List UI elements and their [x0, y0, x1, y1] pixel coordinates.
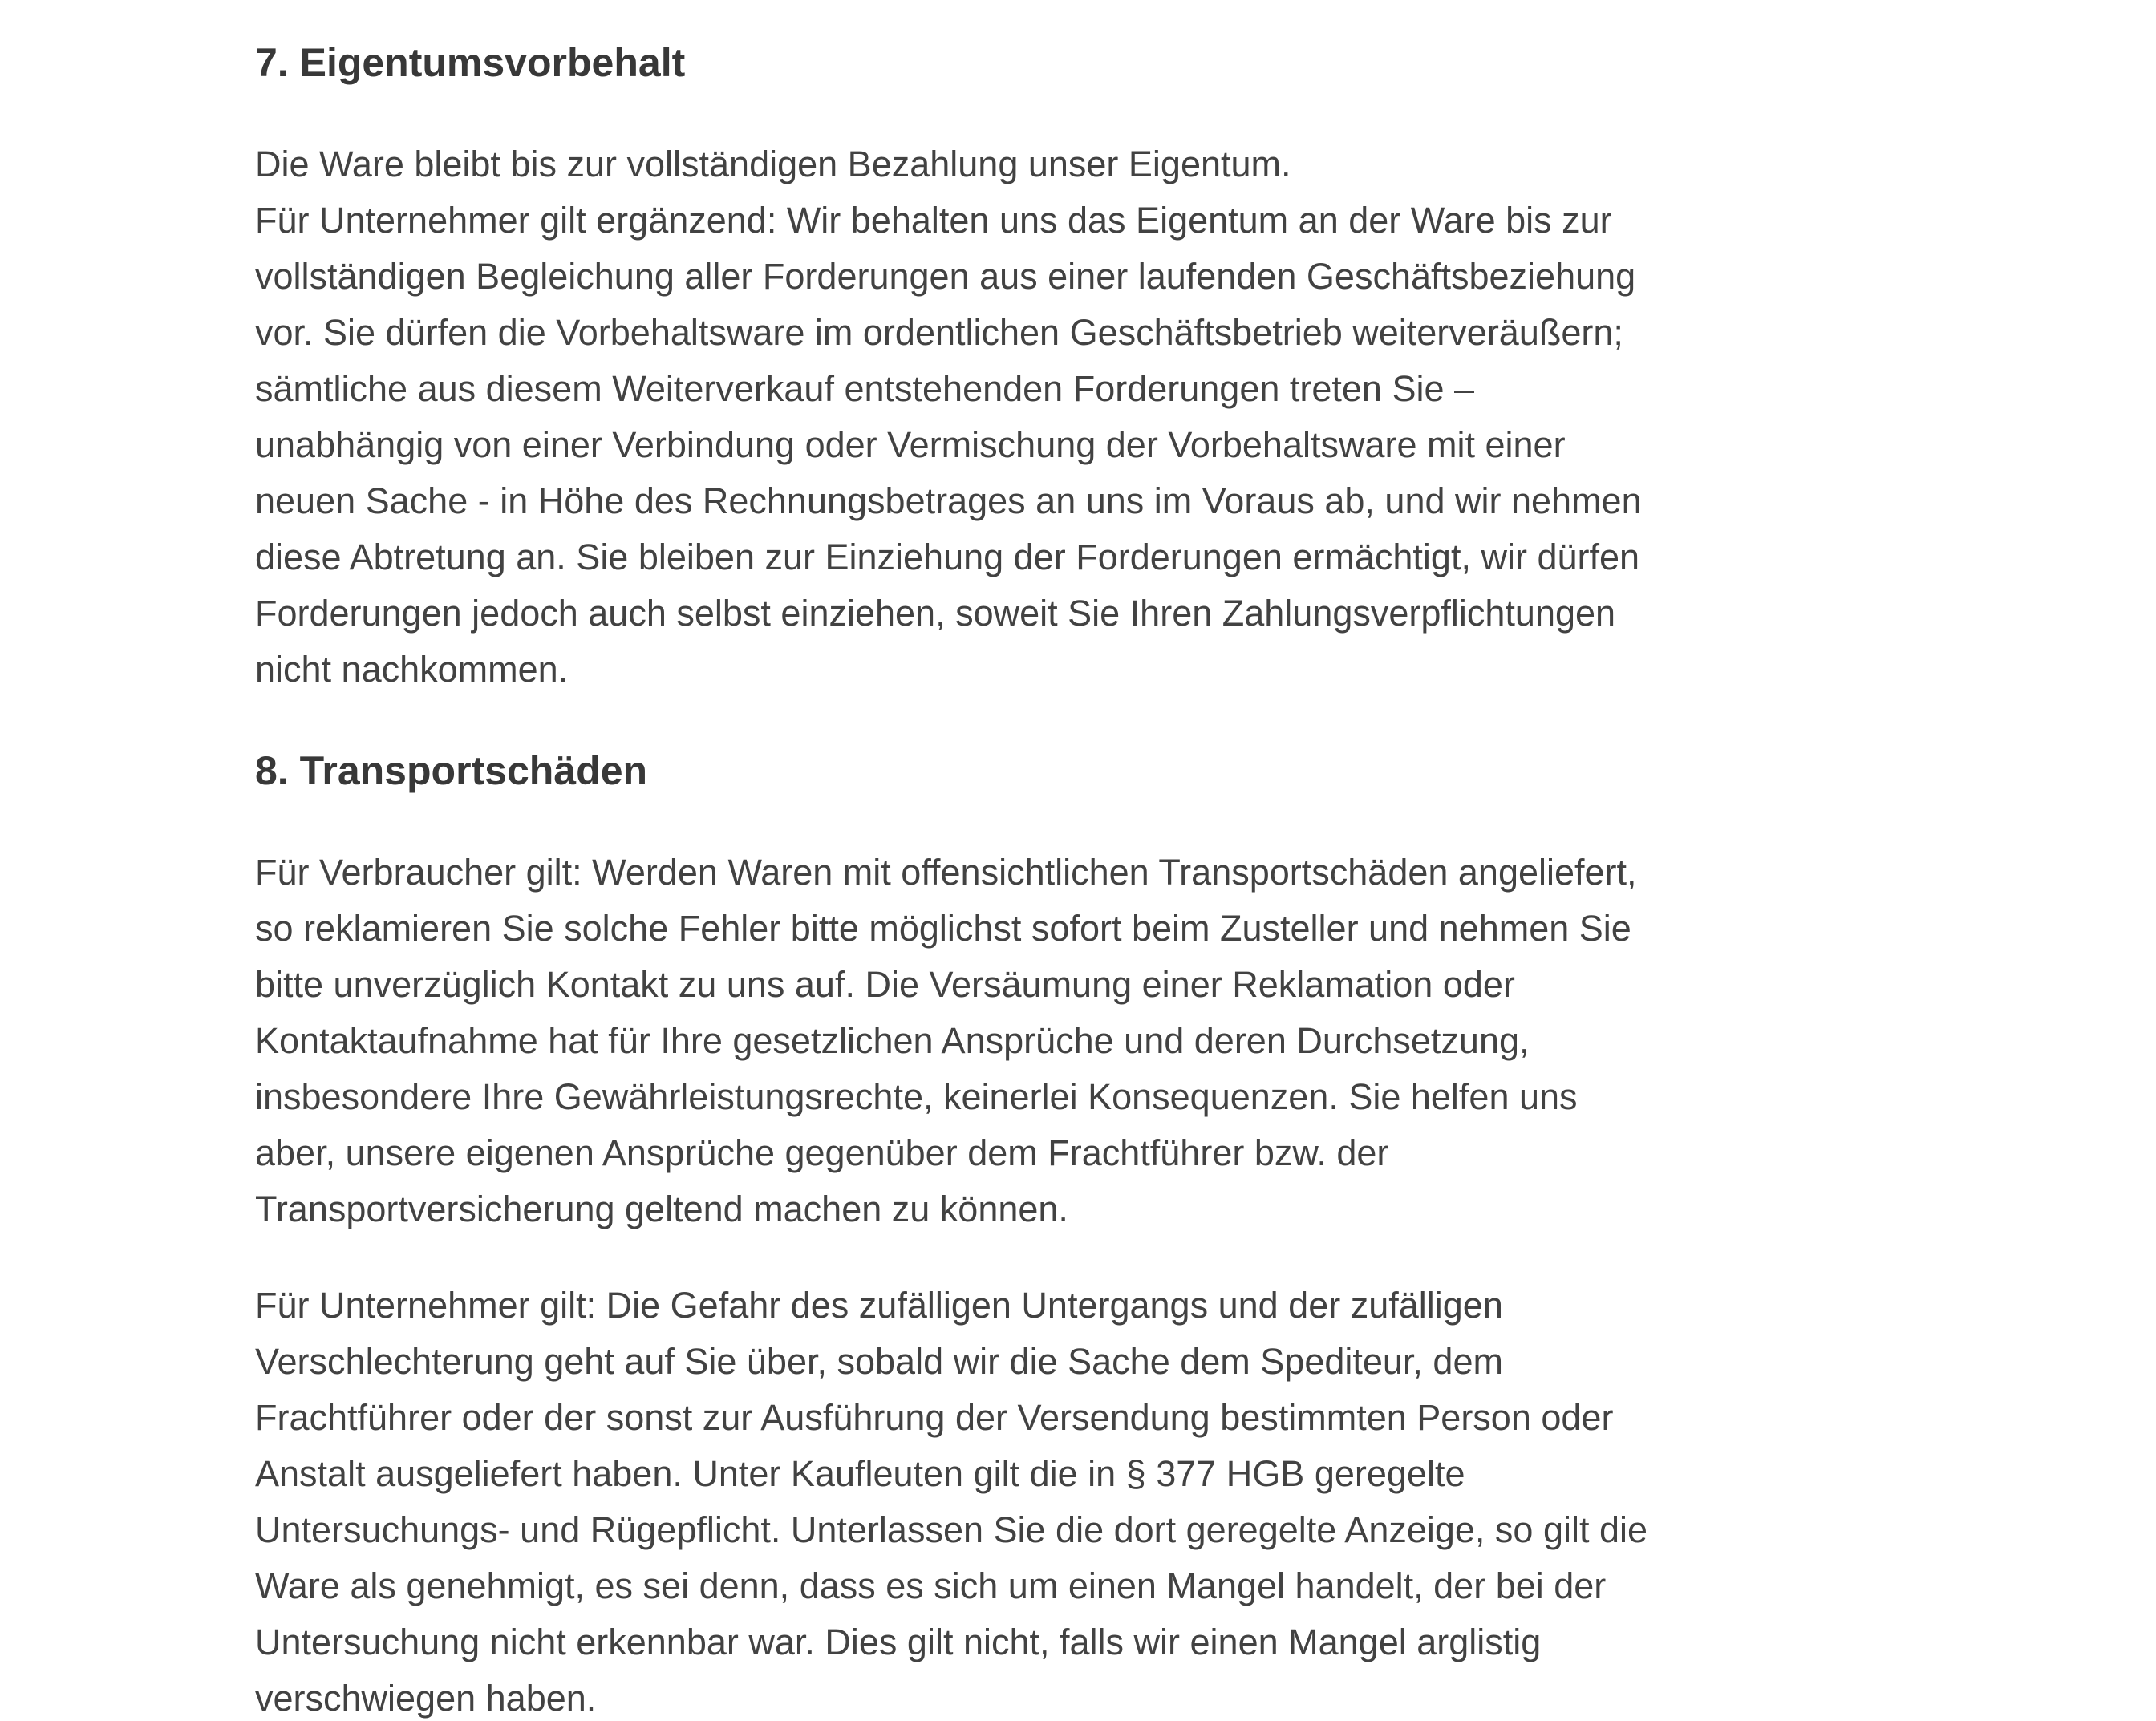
- text-line: Untersuchung nicht erkennbar war. Dies gilt nicht, falls wir einen Mangel arglistig: [255, 1622, 1542, 1662]
- text-line: verschwiegen haben.: [255, 1678, 597, 1719]
- text-line: so reklamieren Sie solche Fehler bitte möglichst sofort beim Zusteller und nehmen Sie: [255, 908, 1631, 949]
- text-line: aber, unsere eigenen Ansprüche gegenüber dem Frachtführer bzw. der: [255, 1132, 1389, 1173]
- text-line: insbesondere Ihre Gewährleistungsrechte, keinerlei Konsequenzen. Sie helfen uns: [255, 1076, 1578, 1117]
- text-line: unabhängig von einer Verbindung oder Vermischung der Vorbehaltsware mit einer: [255, 424, 1566, 465]
- text-line: Verschlechterung geht auf Sie über, sobald wir die Sache dem Spediteur, dem: [255, 1341, 1503, 1382]
- text-line: sämtliche aus diesem Weiterverkauf entstehenden Forderungen treten Sie –: [255, 368, 1475, 409]
- text-line: Für Unternehmer gilt: Die Gefahr des zufälligen Untergangs und der zufälligen: [255, 1285, 1503, 1326]
- paragraph: [255, 136, 1927, 698]
- text-line: Forderungen jedoch auch selbst einziehen, soweit Sie Ihren Zahlungsverpflichtungen: [255, 593, 1616, 634]
- text-line: Transportversicherung geltend machen zu können.: [255, 1189, 1068, 1229]
- paragraph: [255, 1278, 1927, 1721]
- section: [255, 38, 1927, 698]
- text-line: diese Abtretung an. Sie bleiben zur Einziehung der Forderungen ermächtigt, wir dürfen: [255, 537, 1640, 577]
- section-heading: 7. Eigentumsvorbehalt: [255, 40, 686, 85]
- paragraph: [255, 844, 1927, 1237]
- text-line: nicht nachkommen.: [255, 649, 569, 690]
- section-heading: 8. Transportschäden: [255, 748, 648, 793]
- text-line: neuen Sache - in Höhe des Rechnungsbetrages an uns im Voraus ab, und wir nehmen: [255, 480, 1642, 521]
- text-line: Ware als genehmigt, es sei denn, dass es sich um einen Mangel handelt, der bei der: [255, 1565, 1607, 1606]
- text-line: vollständigen Begleichung aller Forderungen aus einer laufenden Geschäftsbeziehung: [255, 256, 1636, 297]
- document-sections: [255, 38, 1927, 1721]
- text-line: Für Verbraucher gilt: Werden Waren mit offensichtlichen Transportschäden angeliefert,: [255, 852, 1637, 893]
- text-line: Kontaktaufnahme hat für Ihre gesetzlichen Ansprüche und deren Durchsetzung,: [255, 1020, 1530, 1061]
- text-line: Frachtführer oder der sonst zur Ausführung der Versendung bestimmten Person oder: [255, 1397, 1614, 1438]
- text-line: Für Unternehmer gilt ergänzend: Wir behalten uns das Eigentum an der Ware bis zur: [255, 200, 1612, 241]
- text-line: bitte unverzüglich Kontakt zu uns auf. Die Versäumung einer Reklamation oder: [255, 964, 1515, 1005]
- section: [255, 747, 1927, 1721]
- text-line: vor. Sie dürfen die Vorbehaltsware im ordentlichen Geschäftsbetrieb weiterveräußern;: [255, 312, 1623, 353]
- text-line: Anstalt ausgeliefert haben. Unter Kaufleuten gilt die in § 377 HGB geregelte: [255, 1453, 1465, 1494]
- text-line: Die Ware bleibt bis zur vollständigen Bezahlung unser Eigentum.: [255, 144, 1291, 184]
- text-line: Untersuchungs- und Rügepflicht. Unterlassen Sie die dort geregelte Anzeige, so gilt die: [255, 1509, 1648, 1550]
